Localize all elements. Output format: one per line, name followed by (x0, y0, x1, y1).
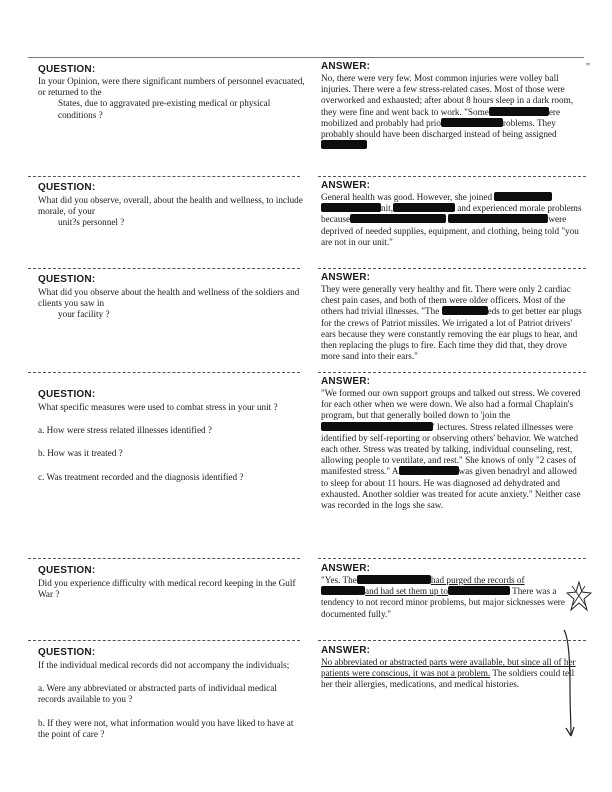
redaction-bar (321, 422, 433, 431)
redaction-bar (350, 214, 446, 223)
handwritten-bracket-mark (560, 628, 580, 740)
question-label: QUESTION: (38, 389, 96, 400)
answer-span: were deprived of needed supplies, equipment, and clothing, being told "you are not in our unit." (321, 214, 579, 247)
question-text (38, 195, 306, 229)
question-text (38, 578, 306, 600)
question-line: Did you experience difficulty with medical record keeping in the Gulf War ? (38, 578, 296, 600)
question-text (38, 402, 306, 483)
answer-span: There was a tendency to not record minor problems, but major sicknesses were documented fully." (321, 586, 565, 619)
question-line: b. If they were not, what information would you have liked to have at the point of care ? (38, 717, 294, 739)
answer-span: ere mobilized and probably had prio (321, 106, 561, 128)
question-line: your facility ? (58, 309, 110, 320)
redaction-bar (321, 203, 381, 212)
corner-mark: " (585, 62, 590, 73)
answer-label: ANSWER: (321, 563, 371, 574)
question-line: a. Were any abbreviated or abstracted parts of individual medical records available to you ? (38, 683, 277, 705)
question-line: unit?s personnel ? (58, 217, 125, 228)
redaction-bar (321, 140, 367, 149)
answer-text (321, 284, 583, 362)
section-divider (28, 372, 300, 373)
redaction-bar (357, 575, 431, 584)
section-divider (28, 640, 300, 641)
question-label: QUESTION: (38, 64, 96, 75)
answer-span: eds to get better ear plugs for the crews of Patriot missiles. We irrigated a lot of Patriot drivers' ears because they were constantly removing the ear plugs to hear, and then replacing the plugs to fire. Each time they did that, they drove more sand into their ears." (321, 306, 582, 362)
answer-paragraph (321, 284, 583, 362)
answer-label: ANSWER: (321, 645, 371, 656)
redaction-bar (399, 466, 459, 475)
answer-label: ANSWER: (321, 180, 371, 191)
question-line: If the individual medical records did not accompany the individuals; (38, 660, 290, 670)
answer-paragraph (321, 73, 583, 151)
answer-text (321, 575, 583, 620)
answer-span: roblems. They probably should have been discharged instead of being assigned (321, 117, 557, 140)
top-rule (28, 57, 584, 58)
answer-span: "We formed our own support groups and talked out stress. We covered for each other when we were down. We also had a formal Chaplain's program, but that generally boiled down to 'join the (321, 388, 581, 421)
question-text (38, 660, 306, 740)
section-divider (28, 558, 300, 559)
question-line: b. How was it treated ? (38, 448, 123, 459)
question-line: a. How were stress related illnesses identified ? (38, 425, 212, 436)
section-divider (318, 176, 586, 177)
redaction-bar (494, 192, 552, 201)
answer-span: had purged the records of (430, 575, 525, 585)
redaction-bar (442, 306, 488, 315)
answer-span: was given benadryl and allowed to sleep for about 11 hours. He was diagnosed ad dehydrated and exhausted. Another soldier was treated for acute anxiety." Neither case was recorded in the logs she saw. (321, 466, 581, 511)
section-divider (28, 268, 300, 269)
answer-label: ANSWER: (321, 272, 371, 283)
question-text (38, 76, 306, 121)
answer-span: No, there were very few. Most common injuries were volley ball injuries. There were a few stress-related cases. Most of those were overworked and exhausted; after about 8 hours sleep in a dark room, they were fine and went back to work. "Some (321, 73, 574, 117)
redaction-bar (448, 214, 548, 223)
question-label: QUESTION: (38, 182, 96, 193)
answer-paragraph (321, 657, 583, 691)
answer-span: No abbreviated or abstracted parts were available, but since all of her patients were conscious, it was not a problem. (321, 657, 576, 679)
answer-text (321, 73, 583, 151)
question-line: c. Was treatment recorded and the diagnosis identified ? (38, 471, 244, 482)
answer-span: They were generally very healthy and fit. There were only 2 cardiac chest pain cases, and both of them were older officers. Most of the others had trivial illnesses. "The (321, 284, 571, 317)
answer-label: ANSWER: (321, 61, 371, 72)
answer-span: General health was good. However, she joined (321, 192, 493, 202)
answer-text (321, 388, 583, 511)
section-divider (318, 268, 586, 269)
redaction-bar (448, 586, 510, 595)
answer-span: ' lectures. Stress related illnesses were identified by self-reporting or observing others' behavior. We watched each other. Stress was treated by talking, individual counseling, rest, allowing people to ventilate, and rest." She knows of only "2 cases of manifested stress." A (321, 421, 579, 477)
answer-paragraph (321, 192, 583, 248)
question-line: What specific measures were used to combat stress in your unit ? (38, 402, 278, 412)
question-line: What did you observe, overall, about the health and wellness, to include morale, of your (38, 195, 303, 217)
question-label: QUESTION: (38, 647, 96, 658)
question-text (38, 287, 306, 321)
answer-span: and experienced morale problems because (321, 203, 582, 225)
answer-span: and had set them up to (365, 586, 448, 597)
question-line: What did you observe about the health and wellness of the soldiers and clients you saw in (38, 287, 300, 309)
answer-span: The soldiers could tell her their allergies, medications, and medical histories. (321, 668, 575, 690)
section-divider (318, 372, 586, 373)
answer-text (321, 192, 583, 248)
answer-label: ANSWER: (321, 376, 371, 387)
redaction-bar (321, 586, 365, 595)
handwritten-star-mark (566, 580, 592, 614)
redaction-bar (393, 203, 455, 212)
redaction-bar (489, 107, 549, 116)
question-label: QUESTION: (38, 565, 96, 576)
redaction-bar (441, 118, 503, 127)
section-divider (318, 558, 586, 559)
answer-paragraph (321, 388, 583, 511)
section-divider (318, 640, 586, 641)
answer-span: "Yes. The (321, 575, 357, 585)
question-label: QUESTION: (38, 274, 96, 285)
answer-text (321, 657, 583, 691)
answer-span: nit, (381, 203, 393, 214)
section-divider (28, 176, 300, 177)
question-line: In your Opinion, were there significant numbers of personnel evacuated, or returned to the (38, 76, 305, 98)
answer-paragraph (321, 575, 583, 620)
question-line: States, due to aggravated pre-existing medical or physical conditions ? (58, 98, 271, 120)
